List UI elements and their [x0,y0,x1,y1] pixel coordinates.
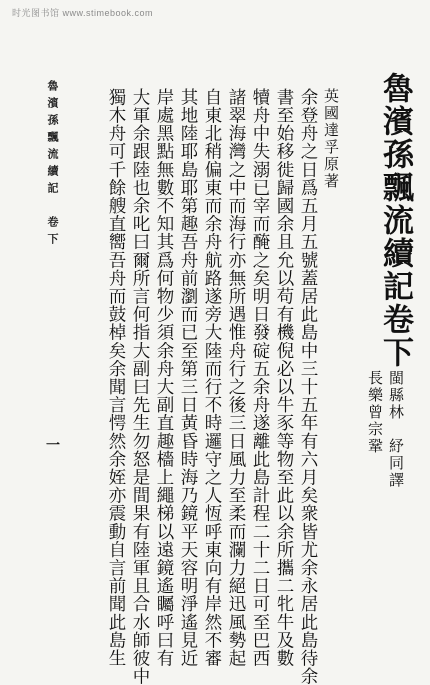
body-column-3: 犢舟中失溺已宰而醃之矣明日發碇五余舟遂離此島計程二十二日可至巴西 [250,88,270,668]
book-title: 魯濱孫飄流續記卷下 [377,72,413,369]
body-column-8: 大軍余跟陸也余叱曰爾所言何指大副曰先生勿怒是間果有陸軍且合水師彼中 [130,88,150,685]
body-column-1: 余登舟之日爲五月五號蓋居此島中三十五年有六月矣衆皆尤余永居此島待余 [298,88,318,685]
body-column-5: 自東北稍偏東而余舟航路遂旁大陸而行不時邏守之人恆呼東向有岸然不審 [202,88,222,668]
body-column-9: 獨木舟可千餘艘直嚮吾舟而鼓棹矣余聞言愕然余姪亦震動自言前聞此島生 [106,88,126,668]
body-column-2: 書至始移徙歸國余且允以苟有機倪必以牛豕等物至此以余所攜二牝牛及數 [274,88,294,668]
page-header: 魯濱孫飄流續記 卷下 [46,80,59,250]
watermark-text: 时光图书馆 www.stimebook.com [12,8,154,18]
original-author: 英國達孚原著 [322,88,340,190]
translator-line-1: 閩縣林 紓同譯 [387,370,405,489]
body-column-7: 岸處黑點無數不知其爲何物少須余舟大副直趣檣上繩梯以遠鏡遙矚呼曰有 [154,88,174,668]
body-column-4: 諸翠海灣之中而海行亦無所遇惟舟行之後三日風力至柔而瀾力絕迅風勢起 [226,88,246,668]
page-number: 一 [46,438,60,454]
translator-line-2: 長樂曾宗鞏 [366,370,384,455]
body-column-6: 其地陸耶島耶第趣吾舟前瀏而已至第三日黃昏時海乃鏡平天容明淨遙見近 [178,88,198,668]
